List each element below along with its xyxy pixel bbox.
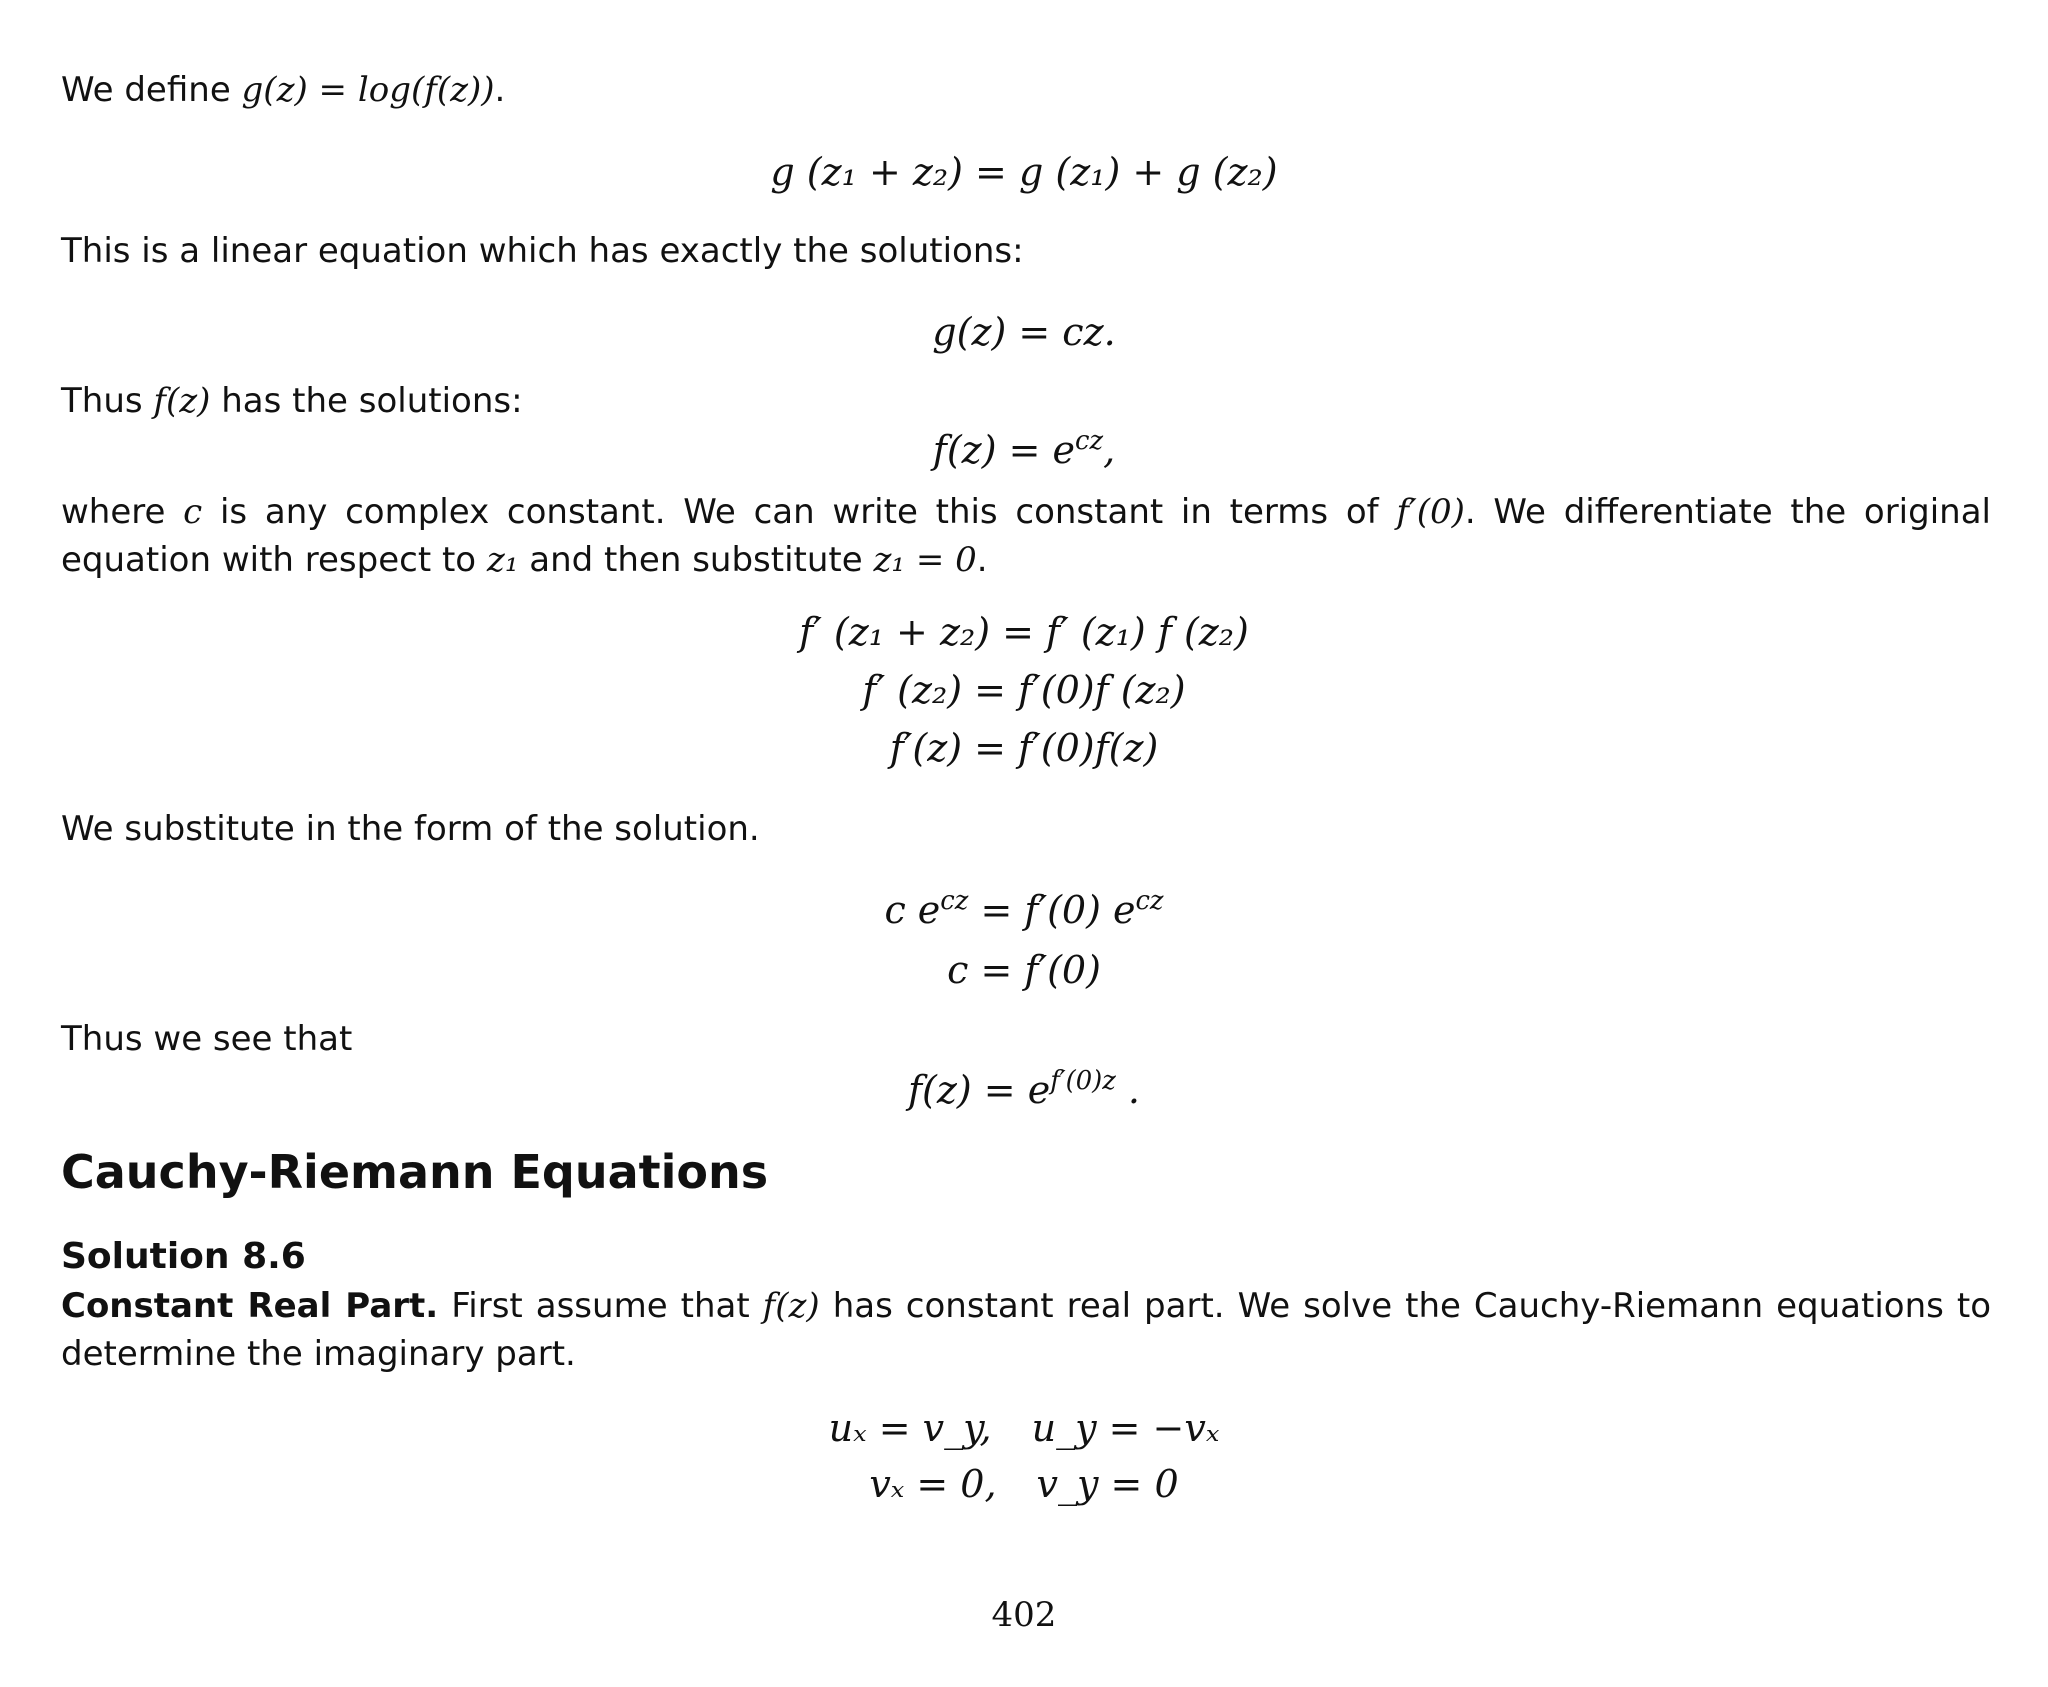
math-inline: g(z) = log(f(z)) bbox=[241, 70, 495, 110]
equation-derivative-1: f′ (z₁ + z₂) = f′ (z₁) f (z₂) bbox=[799, 610, 1249, 654]
paragraph-substitute: We substitute in the form of the solution. bbox=[61, 809, 760, 849]
text: and then substitute bbox=[518, 540, 874, 580]
equation-g-linear: g(z) = cz. bbox=[932, 310, 1116, 354]
paragraph-thus-f bbox=[61, 377, 1991, 425]
math: u_y = −vₓ bbox=[1031, 1406, 1220, 1450]
math: . bbox=[1115, 1068, 1141, 1112]
math-inline: f(z) bbox=[762, 1286, 820, 1326]
text: . We differentiate the original equation with respect to bbox=[61, 492, 1991, 580]
exponent: f′(0)z bbox=[1050, 1065, 1116, 1096]
equation-cauchy-riemann-1 bbox=[0, 1402, 2048, 1454]
equation-derivative-3: f′(z) = f′(0)f(z) bbox=[889, 726, 1159, 770]
math: vₓ = 0, bbox=[869, 1462, 997, 1506]
exponent: cz bbox=[940, 885, 969, 916]
exponent: cz bbox=[1075, 425, 1104, 456]
math: = f′(0) e bbox=[968, 888, 1136, 932]
page-number: 402 bbox=[991, 1595, 1057, 1635]
paragraph-linear-equation: This is a linear equation which has exactly the solutions: bbox=[61, 231, 1024, 271]
math-inline: z₁ = 0 bbox=[873, 540, 977, 580]
paragraph-define-g bbox=[61, 66, 1991, 114]
section-heading: Cauchy-Riemann Equations bbox=[61, 1145, 769, 1199]
math: f(z) = e bbox=[932, 428, 1076, 472]
text: where bbox=[61, 492, 184, 532]
equation-derivative-2: f′ (z₂) = f′(0)f (z₂) bbox=[862, 668, 1186, 712]
text: We define bbox=[61, 70, 242, 110]
equation-f-exponential bbox=[0, 424, 2048, 476]
equation-substitute-2: c = f′(0) bbox=[947, 948, 1101, 992]
math: c e bbox=[884, 888, 941, 932]
solution-heading: Solution 8.6 bbox=[61, 1236, 306, 1277]
exponent: cz bbox=[1135, 885, 1164, 916]
math-inline: f(z) bbox=[153, 381, 211, 421]
text: is any complex constant. We can write this constant in terms of bbox=[202, 492, 1397, 532]
paragraph-thus-we-see: Thus we see that bbox=[61, 1019, 353, 1059]
equation-cauchy-riemann-2 bbox=[0, 1458, 2048, 1510]
text: First assume that bbox=[438, 1286, 763, 1326]
run-in-heading: Constant Real Part. bbox=[61, 1286, 439, 1326]
paragraph-complex-constant bbox=[61, 488, 1991, 584]
math: uₓ = v_y, bbox=[828, 1406, 992, 1450]
paragraph-constant-real-part bbox=[61, 1282, 1991, 1378]
equation-g-additive: g (z₁ + z₂) = g (z₁) + g (z₂) bbox=[770, 150, 1278, 194]
text: has constant real part. We solve the Cauchy-Riemann equations to determine the imaginary part. bbox=[61, 1286, 1991, 1374]
text: Thus bbox=[61, 381, 154, 421]
math: v_y = 0 bbox=[1036, 1462, 1179, 1506]
equation-final bbox=[0, 1064, 2048, 1116]
math-inline: f′(0) bbox=[1396, 492, 1465, 532]
text: . bbox=[494, 70, 506, 110]
text: . bbox=[976, 540, 988, 580]
math-inline: z₁ bbox=[486, 540, 519, 580]
math-inline: c bbox=[183, 492, 203, 532]
text: has the solutions: bbox=[210, 381, 523, 421]
math: , bbox=[1103, 428, 1116, 472]
math: f(z) = e bbox=[907, 1068, 1051, 1112]
equation-substitute-1 bbox=[0, 884, 2048, 936]
